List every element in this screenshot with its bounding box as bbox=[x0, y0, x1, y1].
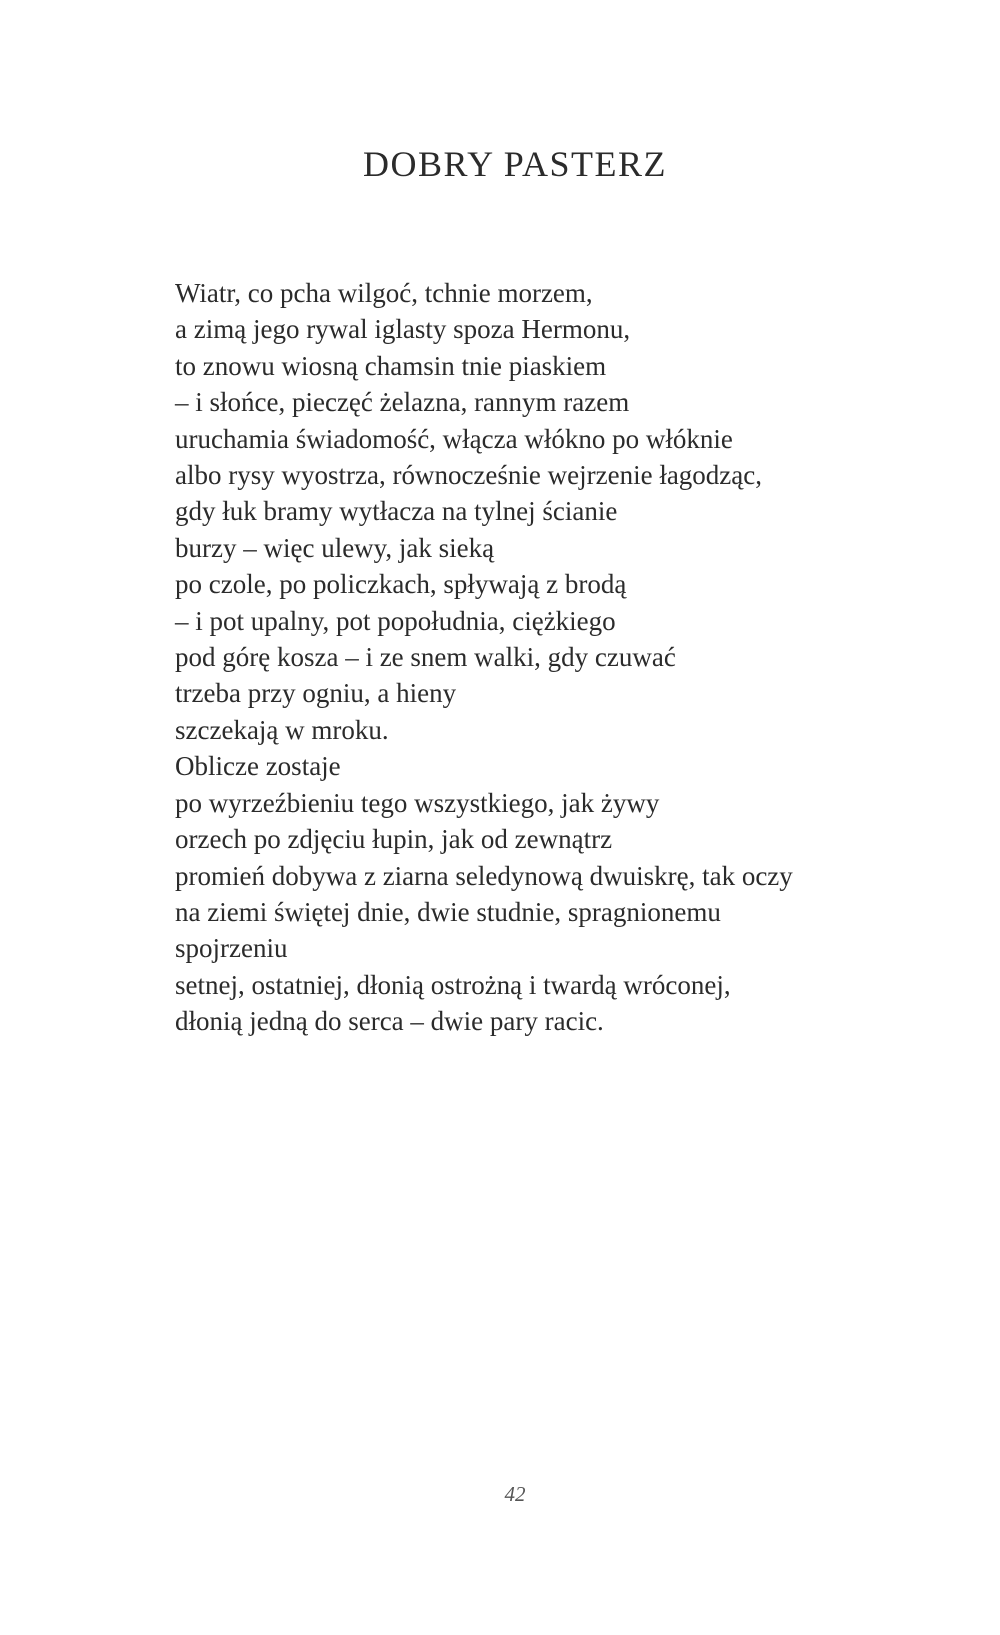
poem-line: to znowu wiosną chamsin tnie piaskiem bbox=[175, 350, 607, 381]
poem-line: Oblicze zostaje bbox=[175, 751, 341, 782]
poem-line: po czole, po policzkach, spływają z brodą bbox=[175, 569, 627, 600]
poem-line: Wiatr, co pcha wilgoć, tchnie morzem, bbox=[175, 278, 593, 308]
poem-line: orzech po zdjęciu łupin, jak od zewnątrz bbox=[175, 824, 613, 855]
poem-line: po wyrzeźbieniu tego wszystkiego, jak żywy bbox=[175, 787, 660, 818]
poem-body bbox=[175, 275, 975, 1040]
poem-line: promień dobywa z ziarna seledynową dwuiskrę, tak oczy bbox=[175, 860, 793, 891]
poem-line: uruchamia świadomość, włącza włókno po włóknie bbox=[175, 423, 733, 454]
poem-line: szczekają w mroku. bbox=[175, 714, 389, 745]
poem-line: a zimą jego rywal iglasty spoza Hermonu, bbox=[175, 314, 631, 345]
poem-line: spojrzeniu bbox=[175, 933, 288, 964]
poem-line: pod górę kosza – i ze snem walki, gdy czuwać bbox=[175, 642, 676, 673]
page-number: 42 bbox=[504, 1482, 526, 1506]
poem-line: albo rysy wyostrza, równocześnie wejrzenie łagodząc, bbox=[175, 460, 762, 491]
poem-line: dłonią jedną do serca – dwie pary racic. bbox=[175, 1006, 604, 1037]
poem-line: burzy – więc ulewy, jak sieką bbox=[175, 532, 495, 563]
poem-title: DOBRY PASTERZ bbox=[363, 144, 667, 184]
poem-line: setnej, ostatniej, dłonią ostrożną i twardą wróconej, bbox=[175, 969, 731, 1000]
poem-line: – i pot upalny, pot popołudnia, ciężkiego bbox=[175, 605, 616, 636]
poem-line: gdy łuk bramy wytłacza na tylnej ścianie bbox=[175, 496, 618, 527]
poem-line: trzeba przy ogniu, a hieny bbox=[175, 678, 457, 709]
poem-line: – i słońce, pieczęć żelazna, rannym razem bbox=[175, 387, 630, 418]
poem-line: na ziemi świętej dnie, dwie studnie, spragnionemu bbox=[175, 896, 721, 927]
